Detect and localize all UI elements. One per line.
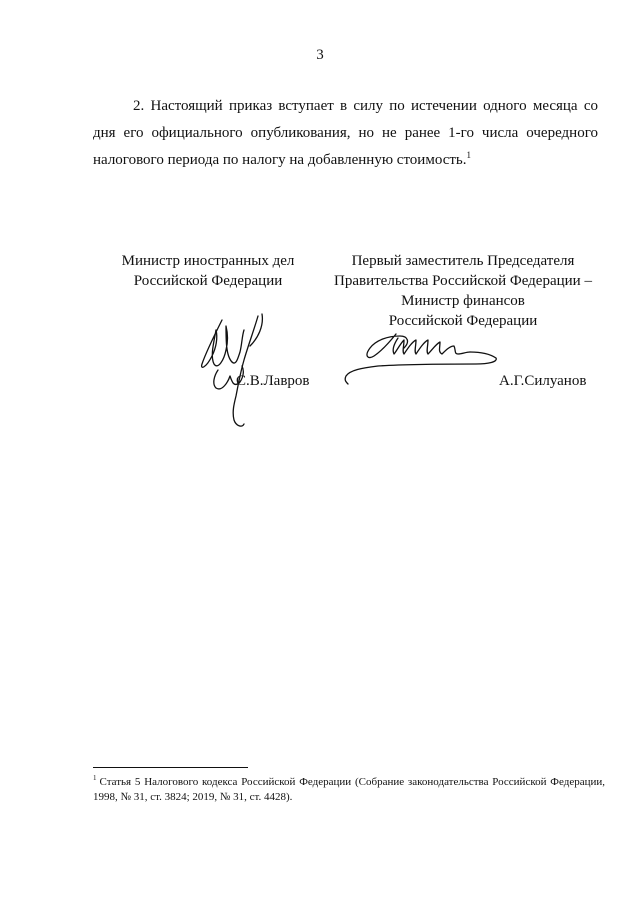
- footnote-text: Статья 5 Налогового кодекса Российской Федерации (Собрание законодательства Российской Федерации, 1998, № 31, ст. 3824; 2019, № 31, ст. 4428).: [93, 776, 605, 803]
- handwritten-signature-left: [192, 312, 272, 432]
- handwritten-signature-right: [338, 330, 508, 390]
- footnote: [93, 775, 605, 805]
- signatory-left-name: С.В.Лавров: [236, 373, 310, 389]
- paragraph-text: 2. Настоящий приказ вступает в силу по истечении одного месяца со дня его официального опубликования, но не ранее 1-го числа очередного налогового периода по налогу на добавленную стоимость.: [93, 98, 598, 168]
- signatory-right-title-line: Российской Федерации: [388, 313, 538, 329]
- footnote-marker: 1: [93, 774, 97, 783]
- order-paragraph-2: [93, 93, 598, 174]
- signatory-right-name: А.Г.Силуанов: [499, 373, 587, 389]
- signatory-right-title-line: Правительства Российской Федерации –: [334, 273, 592, 289]
- signatory-left-title-line: Министр иностранных дел: [121, 253, 295, 269]
- signatory-right-title-line: Министр финансов: [401, 293, 525, 309]
- page-number: 3: [316, 47, 324, 63]
- footnote-separator: [93, 767, 248, 768]
- footnote-reference: 1: [466, 150, 471, 160]
- signatory-left-title: [108, 251, 308, 291]
- signatory-right-title: [318, 251, 608, 331]
- signatory-left-title-line: Российской Федерации: [133, 273, 283, 289]
- signatory-right-title-line: Первый заместитель Председателя: [351, 253, 575, 269]
